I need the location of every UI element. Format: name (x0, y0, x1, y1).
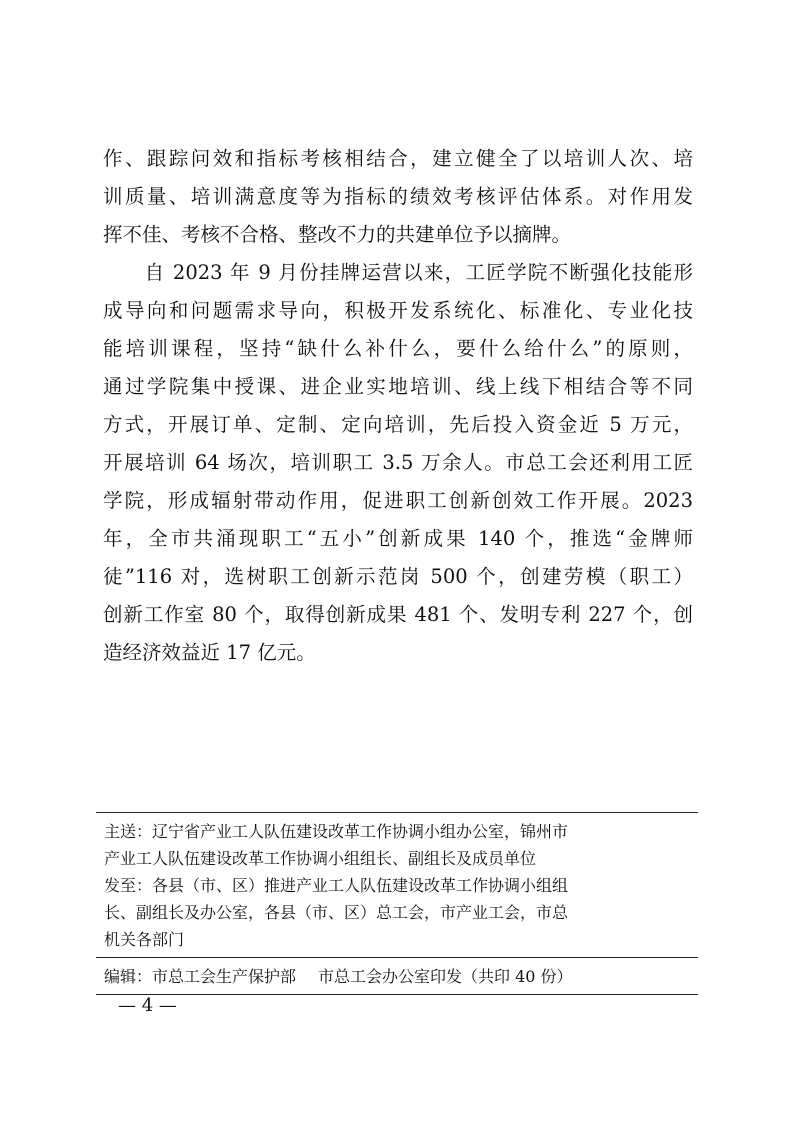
editor-block (96, 958, 698, 994)
document-footer (96, 812, 698, 995)
distribution-line: 产业工人队伍建设改革工作协调小组组长、副组长及成员单位 (104, 849, 537, 868)
body-line: 方式，开展订单、定制、定向培训，先后投入资金近 5 万元， (103, 413, 693, 436)
page-number: — 4 — (118, 995, 177, 1016)
body-line: 开展培训 64 场次，培训职工 3.5 万余人。市总工会还利用工匠 (103, 451, 693, 474)
footer-bottom-rule (96, 994, 698, 995)
body-line: 成导向和问题需求导向，积极开发系统化、标准化、专业化技 (103, 299, 693, 322)
issuer-text: 市总工会办公室印发（共印 40 份） (318, 967, 573, 986)
distribution-line: 机关各部门 (104, 930, 185, 949)
body-line: 自 2023 年 9 月份挂牌运营以来，工匠学院不断强化技能形 (103, 261, 693, 284)
body-line: 通过学院集中授课、进企业实地培训、线上线下相结合等不同 (103, 375, 693, 398)
body-line: 造经济效益近 17 亿元。 (103, 641, 316, 664)
body-line: 挥不佳、考核不合格、整改不力的共建单位予以摘牌。 (103, 223, 572, 246)
distribution-line: 发至：各县（市、区）推进产业工人队伍建设改革工作协调小组组 (104, 876, 569, 895)
body-line: 训质量、培训满意度等为指标的绩效考核评估体系。对作用发 (103, 185, 693, 208)
distribution-block (96, 813, 698, 957)
body-line: 能培训课程，坚持“缺什么补什么，要什么给什么”的原则， (103, 337, 693, 360)
editor-text: 编辑：市总工会生产保护部 (104, 967, 297, 986)
body-line: 作、跟踪问效和指标考核相结合，建立健全了以培训人次、培 (103, 147, 693, 170)
body-line: 创新工作室 80 个，取得创新成果 481 个、发明专利 227 个，创 (103, 603, 693, 626)
editor-line (96, 963, 698, 990)
body-line: 年，全市共涌现职工“五小”创新成果 140 个，推选“金牌师 (103, 527, 693, 550)
body-line: 学院，形成辐射带动作用，促进职工创新创效工作开展。2023 (103, 489, 693, 512)
distribution-line: 长、副组长及办公室，各县（市、区）总工会，市产业工会，市总 (104, 903, 569, 922)
distribution-line: 主送：辽宁省产业工人队伍建设改革工作协调小组办公室，锦州市 (104, 822, 569, 841)
body-line: 徒”116 对，选树职工创新示范岗 500 个，创建劳模（职工） (103, 565, 693, 588)
body-text (103, 140, 693, 672)
